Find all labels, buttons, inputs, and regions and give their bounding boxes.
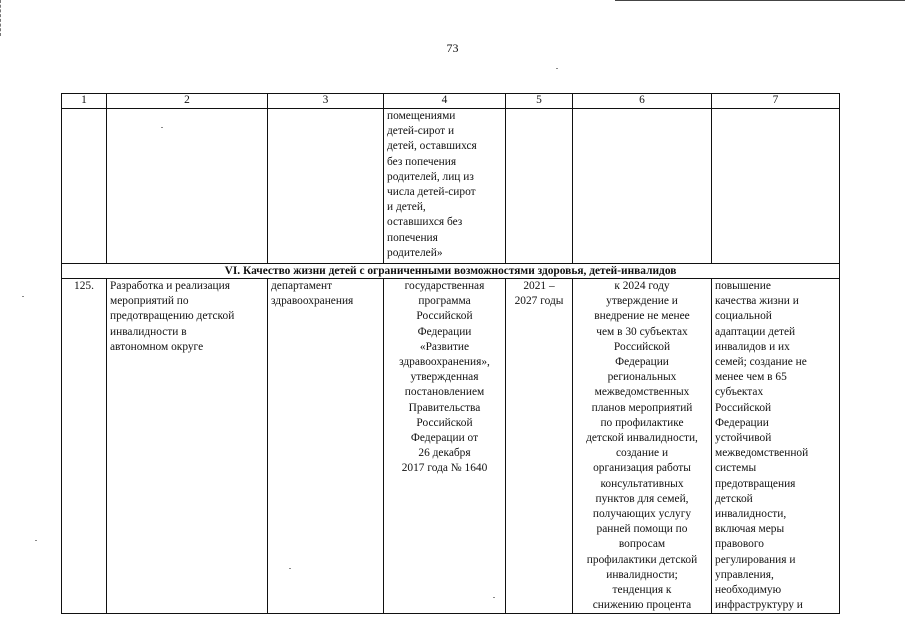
- table-row: [62, 279, 840, 614]
- cell-text-line: числа детей-сирот: [387, 186, 476, 199]
- cell-text-line: программа: [418, 295, 471, 308]
- cell-text-line: организация работы: [593, 462, 691, 475]
- cell-text-line: оставшихся без: [387, 216, 463, 229]
- row-number: 125.: [62, 279, 107, 614]
- cell-text-line: субъектах: [715, 386, 764, 399]
- period-cell: [506, 279, 573, 614]
- cell-text-line: 2017 года № 1640: [401, 462, 488, 475]
- column-header: 2: [107, 94, 268, 109]
- cell-text-line: профилактики детской: [586, 553, 698, 566]
- cell-text-line: социальной: [715, 310, 772, 323]
- cell-text-line: без попечения: [387, 155, 457, 168]
- cell-text-line: инвалидности,: [715, 508, 787, 521]
- cell-text-line: системы: [715, 462, 757, 475]
- cell-text-line: утверждение и: [606, 295, 678, 308]
- column-header: 4: [384, 94, 506, 109]
- cell-text-line: правового: [715, 538, 764, 551]
- cell-text-line: адаптации детей: [715, 325, 796, 338]
- cell-text-line: Российской: [416, 416, 473, 429]
- cell-text-line: инфраструктуру и: [715, 599, 803, 612]
- cell-text-line: детской: [715, 492, 753, 505]
- cell-text-line: «Развитие: [419, 340, 470, 353]
- cell-text-line: необходимую: [715, 584, 782, 597]
- cell-text-line: государственная: [404, 280, 485, 292]
- cell-text-line: Правительства: [408, 401, 481, 414]
- cell-text-line: ранней помощи по: [596, 523, 688, 536]
- top-edge-line: [615, 0, 905, 1]
- cell-text-line: Российской: [416, 310, 473, 323]
- table-cell: [107, 109, 268, 264]
- cell-text-line: здравоохранения: [271, 295, 354, 308]
- scan-speck: [556, 68, 558, 69]
- scan-speck: [22, 296, 24, 297]
- cell-text-line: мероприятий по: [110, 295, 189, 308]
- cell-text-line: чем в 30 субъектах: [596, 325, 688, 338]
- cell-text-line: департамент: [271, 280, 333, 292]
- cell-text-line: региональных: [607, 371, 677, 384]
- scan-speck: [161, 127, 163, 128]
- column-header: 7: [712, 94, 840, 109]
- cell-text-line: инвалидов и их: [715, 340, 790, 353]
- cell-text-line: по профилактике: [600, 416, 684, 429]
- cell-text-line: детей-сирот и: [387, 125, 455, 138]
- cell-text-line: тенденция к: [612, 584, 672, 597]
- measures-table: [61, 93, 840, 614]
- cell-text-line: к 2024 году: [614, 280, 670, 292]
- cell-text-line: здравоохранения»,: [399, 356, 490, 369]
- cell-text-line: Федерации от: [410, 432, 479, 445]
- cell-text-line: межведомственной: [715, 447, 809, 460]
- column-header: 3: [268, 94, 384, 109]
- cell-text-line: внедрение не менее: [594, 310, 690, 323]
- cell-text-line: Федерации: [615, 356, 669, 369]
- table-cell: [712, 109, 840, 264]
- column-header: 1: [62, 94, 107, 109]
- expected-result-cell: [573, 279, 712, 614]
- cell-text-line: включая меры: [715, 523, 785, 536]
- cell-text-line: попечения: [387, 231, 438, 244]
- scan-speck: [493, 597, 495, 598]
- header-row: [62, 94, 840, 109]
- cell-text-line: постановлением: [404, 386, 485, 399]
- cell-text-line: инвалидности в: [110, 325, 187, 338]
- scan-speck: [35, 540, 37, 541]
- left-edge-mark: [0, 0, 1, 36]
- cell-text-line: 2027 годы: [514, 295, 564, 308]
- table-cell: [573, 109, 712, 264]
- cell-text-line: менее чем в 65: [715, 371, 787, 384]
- table-cell: [384, 109, 506, 264]
- cell-text-line: предотвращения: [715, 477, 796, 490]
- responsible-cell: [268, 279, 384, 614]
- measure-name-cell: [107, 279, 268, 614]
- cell-text-line: 2021 –: [523, 280, 555, 292]
- table-cell: [62, 109, 107, 264]
- cell-text-line: снижению процента: [592, 599, 692, 612]
- scan-speck: [289, 568, 291, 569]
- cell-text-line: пунктов для семей,: [595, 492, 689, 505]
- cell-text-line: родителей, лиц из: [387, 170, 474, 183]
- cell-text-line: родителей»: [387, 246, 443, 259]
- cell-text-line: получающих услугу: [592, 508, 692, 521]
- continuation-row: [62, 109, 840, 264]
- table-cell: [268, 109, 384, 264]
- cell-text-line: устойчивой: [715, 432, 772, 445]
- cell-text-line: утвержденная: [410, 371, 479, 384]
- cell-text-line: 26 декабря: [418, 447, 471, 460]
- cell-text-line: Разработка и реализация: [110, 280, 230, 292]
- cell-text-line: межведомственных: [594, 386, 690, 399]
- column-header: 6: [573, 94, 712, 109]
- cell-text-line: помещениями: [387, 110, 456, 122]
- cell-text-line: регулирования и: [715, 553, 796, 566]
- cell-text-line: консультативных: [600, 477, 684, 490]
- cell-text-line: качества жизни и: [715, 295, 799, 308]
- goal-cell: [712, 279, 840, 614]
- section-row: [62, 264, 840, 279]
- cell-text-line: семей; создание не: [715, 356, 807, 369]
- section-heading: VI. Качество жизни детей с ограниченными возможностями здоровья, детей-инвалидов: [62, 264, 840, 279]
- cell-text-line: и детей,: [387, 201, 426, 214]
- page-number: 73: [446, 41, 459, 55]
- table-cell: [506, 109, 573, 264]
- cell-text-line: вопросам: [618, 538, 666, 551]
- basis-document-cell: [384, 279, 506, 614]
- cell-text-line: инвалидности;: [606, 568, 678, 581]
- cell-text-line: Российской: [613, 340, 671, 353]
- cell-text-line: создание и: [615, 447, 669, 460]
- column-header: 5: [506, 94, 573, 109]
- cell-text-line: автономном округе: [110, 340, 204, 353]
- cell-text-line: управления,: [715, 568, 774, 581]
- cell-text-line: Федерации: [715, 416, 769, 429]
- cell-text-line: детей, оставшихся: [387, 140, 477, 153]
- cell-text-line: повышение: [715, 280, 771, 292]
- cell-text-line: детской инвалидности,: [586, 432, 698, 445]
- cell-text-line: предотвращению детской: [110, 310, 235, 323]
- cell-text-line: Российской: [715, 401, 772, 414]
- cell-text-line: планов мероприятий: [591, 401, 693, 414]
- cell-text-line: Федерации: [417, 325, 472, 338]
